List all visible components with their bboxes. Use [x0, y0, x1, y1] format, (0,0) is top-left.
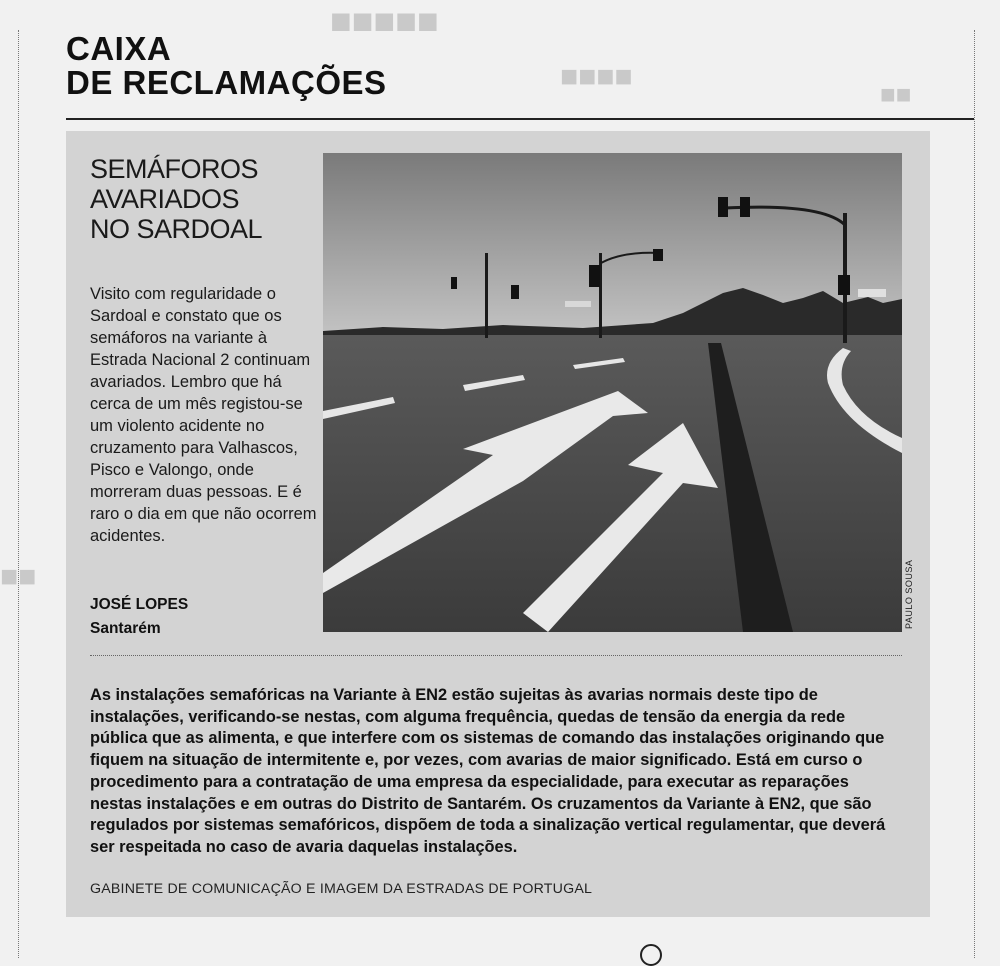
section-title [66, 32, 387, 100]
reply-divider [90, 655, 902, 656]
photo-credit: PAULO SOUSA [904, 559, 914, 629]
headline-line: AVARIADOS [90, 184, 240, 214]
letter-author: JOSÉ LOPES [90, 596, 189, 613]
letter-author-city: Santarém [90, 620, 161, 637]
bleed-through-text: ■■■■ [560, 60, 633, 93]
section-rule [66, 118, 974, 120]
road-intersection-photo [323, 153, 902, 632]
bleed-through-text: ■■ [880, 80, 912, 109]
headline-line: SEMÁFOROS [90, 154, 259, 184]
bleed-through-text: ■■■■■ [330, 1, 439, 41]
reply-body: As instalações semafóricas na Variante à EN2 estão sujeitas às avarias normais deste tipo de instalações, verificando-se nestas, com alguma frequência, quedas de tensão da energia da rede pública que as alimenta, e que interfere com os sistemas de comando das instalações originando que fiquem na situação de intermitente e, por vezes, com avarias de maior significado. Está em curso o procedimento para a contratação de uma empresa da especialidade, para executar as reparações nestas instalações e em outras do Distrito de Santarém. Os cruzamentos da Variante à EN2, que são regulados por sistemas semafóricos, dispõem de toda a sinalização vertical regulamentar, que deverá ser respeitada no caso de avaria daquelas instalações. [90, 686, 886, 856]
headline-line: NO SARDOAL [90, 214, 263, 244]
section-title-line: CAIXA [66, 30, 172, 67]
copyright-mark-icon [640, 944, 662, 966]
section-title-line: DE RECLAMAÇÕES [66, 64, 387, 101]
left-column-divider [18, 30, 19, 958]
right-column-divider [974, 30, 975, 958]
bleed-through-text: ■■ [0, 560, 37, 593]
reply-source: GABINETE DE COMUNICAÇÃO E IMAGEM DA ESTRADAS DE PORTUGAL [90, 881, 593, 897]
letter-body: Visito com regularidade o Sardoal e constato que os semáforos na variante à Estrada Nacional 2 continuam avariados. Lembro que há cerca de um mês registou-se um violento acidente no cruzamento para Valhascos, Pisco e Valongo, onde morreram duas pessoas. E é raro o dia em que não ocorrem acidentes. [90, 285, 317, 545]
letter-headline [90, 154, 310, 244]
